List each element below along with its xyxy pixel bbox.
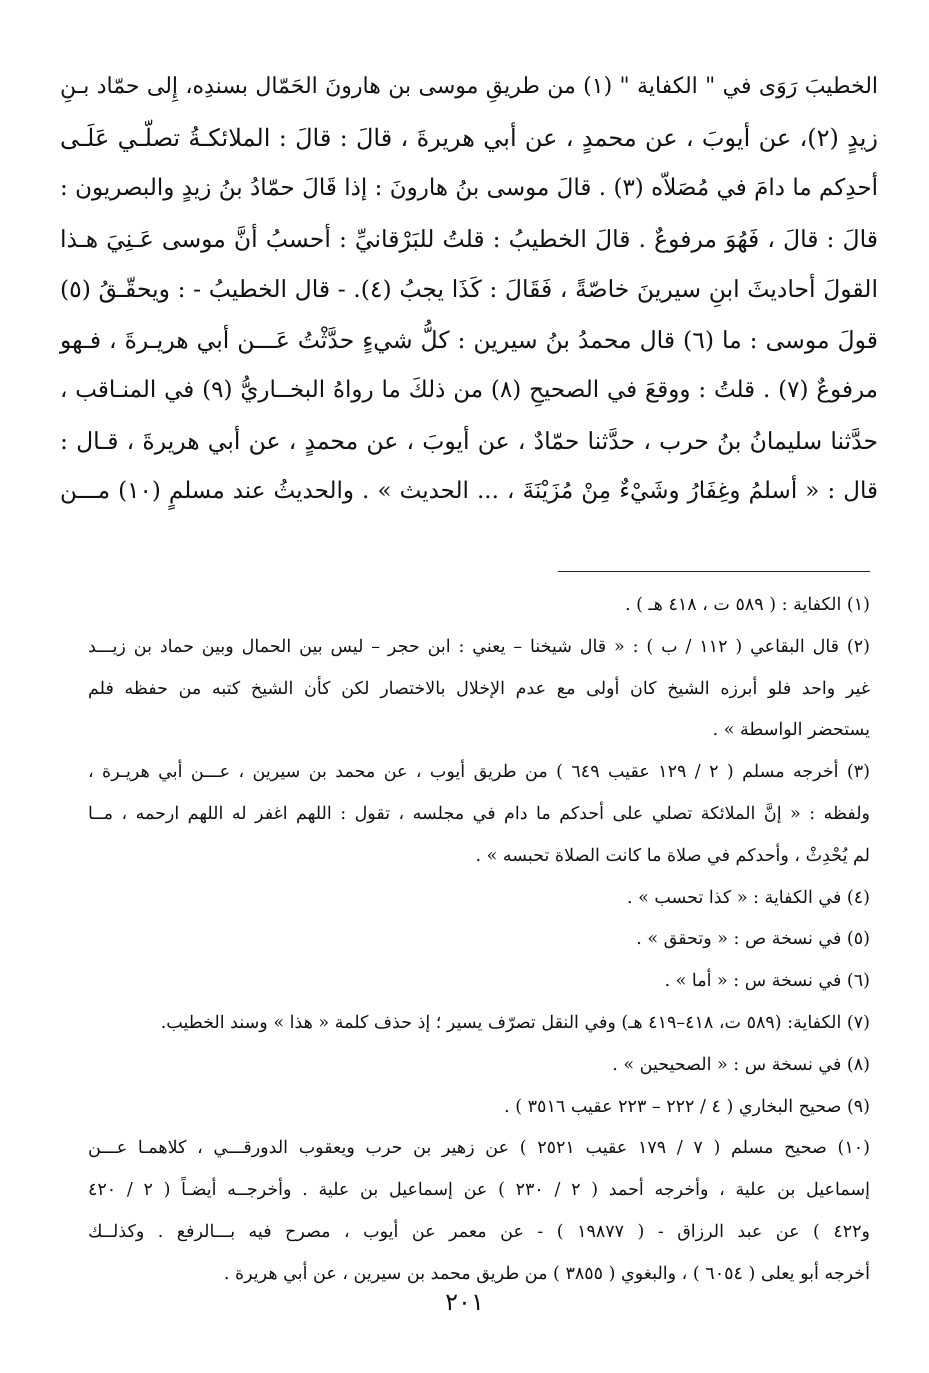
footnote-line: (٧) الكفاية: (٥٨٩ ت، ٤١٨–٤١٩ هـ) وفي النقل تصرّف يسير ؛ إذ حذف كلمة « هذا » وسند الخطيب. [160,1012,870,1033]
main-line: حدَّثنا سليمانُ بنُ حرب ، حدَّثنا حمّادٌ ، عن أيوبَ ، عن محمدٍ ، عن أبي هريرةَ ، قـال : [60,426,878,455]
footnote-separator [558,571,870,572]
main-line: أحدِكم ما دامَ في مُصَلاّه (٣) . قالَ موسى بنُ هارونَ : إذا قَالَ حمّادُ بنُ زيدٍ والبصريون : [60,175,878,201]
footnote-line: أخرجه أبو يعلى ( ٦٠٥٤ ) ، والبغوي ( ٣٨٥٥ ) من طريق محمد بن سيرين ، عن أبي هريرة . [223,1263,870,1284]
footnote-line: غير واحد فلو أبرزه الشيخ كان أولى مع عدم الإخلال بالاختصار لكن كأن الشيخ كتبه من حفظه فلم [88,678,870,699]
footnote-line: ولفظه : « إنَّ الملائكة تصلي على أحدكم ما دام في مجلسه ، تقول : اللهم اغفر له اللهم ارحمه ، مــا [88,803,870,824]
footnote-line: (٤) في الكفاية : « كذا تحسب » . [626,887,870,908]
footnote-line: (٨) في نسخة س : « الصحيحين » . [612,1054,870,1075]
page-number: ٢٠١ [445,1288,484,1316]
main-line: قالَ : قالَ ، فَهُوَ مرفوعٌ . قالَ الخطيبُ : قلتُ للبَرْقانيِّ : أحسبُ أنَّ موسى عَـنِيَ هـذا [60,224,878,253]
footnote-line: إسماعيل بن علية ، وأخرجه أحمد ( ٢ / ٢٣٠ ) عن إسماعيل بن علية . وأخرجــه أيضـاً ( ٢ / ٤٢٠ [88,1180,870,1201]
footnotes [88,585,870,1296]
footnote-line: (٩) صحيح البخاري ( ٤ / ٢٢٢ – ٢٢٣ عقيب ٣٥١٦ ) . [504,1096,870,1117]
main-line: قولَ موسى : ما (٦) قال محمدُ بنُ سيرين : كلُّ شيءٍ حدَّثْتُ عَـــن أبي هريـرةَ ، فـهو [60,325,878,354]
main-text [60,62,878,517]
footnote-line: و٤٢٢ ) عن عبد الرزاق - ( ١٩٨٧٧ ) - عن معمر عن أيوب ، مصرح فيه بـــالرفع . وكذلــك [88,1221,870,1242]
footnote-line: يستحضر الواسطة » . [712,720,870,741]
main-line: قال : « أسلمُ وغِفَارُ وشَيْءٌ مِنْ مُزَيْنَةَ ، ... الحديث » . والحديثُ عند مسلمٍ (١٠) مـــن [60,478,878,504]
main-line: مرفوعٌ (٧) . قلتُ : ووقعَ في الصحيحِ (٨) من ذلكَ ما رواهُ البخــاريُّ (٩) في المنـاقب ، [60,377,878,403]
footnote-line: (١٠) صحيح مسلم ( ٧ / ١٧٩ عقيب ٢٥٢١ ) عن زهير بن حرب ويعقوب الدورقـــي ، كلاهمـا عـــن [88,1138,870,1159]
footnote-line: (٥) في نسخة ص : « وتحقق » . [636,929,870,950]
main-line: زيدٍ (٢)، عن أيوبَ ، عن محمدٍ ، عن أبي هريرةَ ، قالَ : قالَ : الملائكـةُ تصلّـي عَلَـى [60,123,879,152]
footnote-line: (١) الكفاية : ( ٥٨٩ ت ، ٤١٨ هـ ) . [625,595,870,615]
footnote-line: (٢) قال البقاعي ( ١١٢ / ب ) : « قال شيخنا – يعني : ابن حجر – ليس بين الحمال وبين حماد بن زيـــد [88,636,870,657]
page-body [60,62,878,517]
main-line: الخطيبَ رَوَى في " الكفاية " (١) من طريقِ موسى بن هارونَ الحَمّال بسندِه، إِلى حمّاد بـنِ [60,74,879,99]
main-line: القولَ أحاديثَ ابنِ سيرينَ خاصّةً ، فَقَالَ : كَذَا يجبُ (٤). - قال الخطيبُ - : ويحقّـقُ (٥) [60,275,878,303]
footnote-line: لم يُحْدِثْ ، وأحدكم في صلاة ما كانت الصلاة تحبسه » . [475,845,870,866]
footnote-line: (٣) أخرجه مسلم ( ٢ / ١٢٩ عقيب ٦٤٩ ) من طريق أيوب ، عن محمد بن سيرين ، عـــن أبي هريـرة ، [88,762,870,783]
footnote-line: (٦) في نسخة س : « أما » . [664,971,870,992]
